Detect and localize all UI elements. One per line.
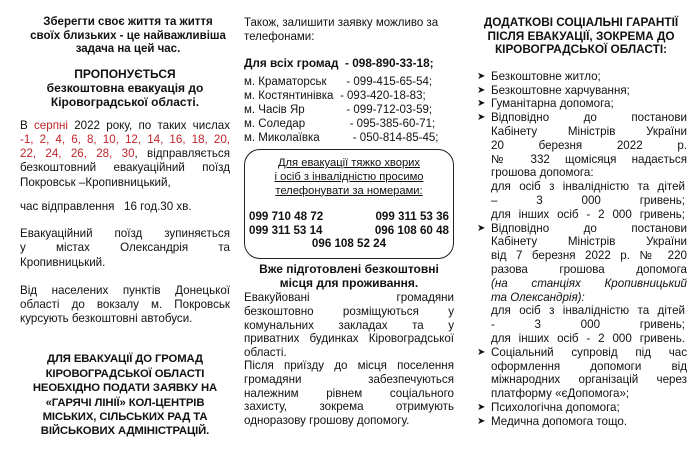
departure-time: час відправлення 16 год.30 хв. [20,199,192,213]
arrival-text-line: належним рівнем соціального [244,386,454,400]
right-column [475,0,687,429]
schedule-line [20,147,230,161]
offer-subtitle-line: безкоштовна евакуація до [46,80,204,95]
schedule-line: Покровськ –Кропивницький, [20,175,171,189]
guarantee-sub-line: для інших осіб - 2 000 гривень. [491,331,685,345]
guarantee-line: Відповідно до постанови [491,111,687,125]
guarantee-item [475,346,687,401]
special-phone[interactable]: 099 311 53 36 [375,210,449,224]
special-needs-title-line: телефонувати за номерами: [275,184,423,197]
apply-line: КІРОВОГРАДСЬКОЇ ОБЛАСТІ [45,367,205,380]
guarantee-line: платформу «єДопомога»; [491,387,630,401]
guarantee-italic-line: (на станціях Кропивницький [491,276,687,290]
guarantee-line: оформлення допомоги від [491,359,687,373]
guarantee-line: Безкоштовне харчування; [491,83,630,97]
arrowhead-bullet-icon: ➤ [477,222,486,234]
housing-text-line: приватних будинках Кіровоградської [244,332,454,346]
stops-line: Евакуаційний поїзд зупиняється [20,227,230,241]
apply-line: ДЛЯ ЕВАКУАЦІЇ ДО ГРОМАД [47,353,203,366]
buses-line: області до вокзалу м. Покровськ [20,298,230,312]
guarantees-title [475,16,687,57]
schedule-dates-line: -1, 2, 4, 6, 8, 10, 12, 14, 16, 18, 20, [20,132,230,146]
arrowhead-bullet-icon: ➤ [477,70,486,82]
guarantee-item [475,70,687,84]
apply-line: НЕОБХІДНО ПОДАТИ ЗАЯВКУ НА [32,382,218,395]
guarantee-item [475,97,687,111]
city-name: м. Миколаївка [244,131,320,144]
special-phone[interactable]: 099 311 53 14 [249,223,323,237]
arrival-text-line: одноразову грошову допомогу. [244,413,410,427]
guarantee-item [475,111,687,221]
schedule-prefix: В [20,118,34,132]
schedule-line: безкоштовний евакуаційний поїзд [20,161,230,175]
housing-text-line: області. [244,345,287,359]
special-needs-title-line: і осіб з інвалідністю просимо [274,170,424,183]
arrival-text-line: захисту, зокрема отримують [244,400,454,414]
buses-line: Від населених пунктів Донецької [20,283,230,297]
guarantees-title-line: ПІСЛЯ ЕВАКУАЦІЇ, ЗОКРЕМА ДО [487,28,675,43]
guarantees-title-line: ДОДАТКОВІ СОЦІАЛЬНІ ГАРАНТІЇ [483,15,679,29]
guarantees-list [475,70,687,429]
arrowhead-bullet-icon: ➤ [477,84,486,96]
phone-row [249,224,449,237]
city-phone-row [244,132,454,146]
guarantee-line: разова грошова допомога [491,262,687,276]
guarantee-item [475,222,687,346]
apply-notice [20,352,230,438]
phone-row [249,210,449,223]
guarantee-line: Медична допомога тощо. [491,414,628,428]
arrowhead-bullet-icon: ➤ [477,346,486,358]
offer-title: ПРОПОНУЄТЬСЯ [74,66,176,81]
city-phone[interactable]: - 099-712-03-59; [340,104,433,116]
guarantee-sub-line: – 3 000 гривень; [491,193,685,207]
special-phone[interactable]: 099 710 48 72 [249,210,324,224]
guarantee-line: Кабінету Міністрів України [491,124,687,138]
phone-row [249,237,449,250]
guarantee-line: Гуманітарна допомога; [491,97,614,111]
guarantee-sub-line: для осіб з інвалідністю та дітей [491,180,685,194]
schedule-after-dates: , відправляється [134,147,230,161]
guarantee-line: від 7 березня 2022 р. № 220 [491,249,687,263]
guarantee-sub-line: - 3 000 гривень; [491,318,685,332]
guarantees-title-line: КІРОВОГРАДСЬКОЇ ОБЛАСТІ: [494,42,668,57]
guarantee-item [475,415,687,429]
city-phone-row [244,118,454,132]
stops-line: у містах Олександрія та [20,241,230,255]
guarantee-line: 20 березня 2022 р. [491,138,687,152]
arrival-text-line: Після приїзду до місця поселення [244,359,454,373]
guarantee-line: Соціальний супровід під час [491,345,687,359]
schedule-dates-line: 22, 24, 26, 28, 30 [20,147,135,161]
guarantee-line: Психологічна допомога; [491,400,620,414]
city-phone-row [244,90,454,104]
special-needs-title [249,157,449,198]
city-phone-row [244,76,454,90]
intro-line: Зберегти своє життя та життя [43,16,213,28]
train-schedule [20,119,230,190]
offer-subtitle-line: Кіровоградської області. [50,94,200,109]
special-phone[interactable]: 096 108 60 48 [374,223,449,237]
arrival-text-line: громадяни забезпечуються [244,372,454,386]
city-name: м. Костянтинівка [244,90,334,103]
buses-line: курсують безкоштовні автобуси. [20,312,193,326]
guarantee-sub-line: для інших осіб - 2 000 гривень; [491,207,685,221]
offer-subtitle [20,81,230,109]
phones-intro-line: телефонами: [244,31,315,43]
housing-title-line: місця для проживання. [279,276,419,291]
housing-text [244,291,454,427]
guarantee-line: Відповідно до постанови [491,221,687,235]
phones-intro [244,16,454,44]
city-phone-list [244,76,454,145]
train-stops [20,227,230,270]
special-needs-box [244,149,454,259]
phones-intro-line: Також, залишити заявку можливо за [244,17,439,29]
special-phone[interactable]: 096 108 52 24 [311,236,387,250]
schedule-year: 2022 року, по таких числах [67,118,230,132]
city-name: м. Краматорськ [244,76,327,89]
guarantee-item [475,84,687,98]
special-needs-title-line: Для евакуації тяжко хворих [277,157,421,170]
housing-title-line: Вже підготовлені безкоштовні [259,262,439,277]
schedule-month: серпні [34,118,68,132]
left-column [20,0,230,439]
intro-line: своїх близьких - це найважливіша [30,29,226,42]
city-phone[interactable]: - 093-420-18-83; [340,90,426,103]
apply-line: МІСЬКИХ, СІЛЬСЬКИХ РАД ТА [42,411,208,424]
guarantee-item [475,401,687,415]
city-name: м. Часів Яр [244,104,305,116]
guarantee-line: грошова допомога: [491,166,594,180]
arrowhead-bullet-icon: ➤ [477,415,486,427]
apply-line: «ГАРЯЧІ ЛІНІЇ» КОЛ-ЦЕНТРІВ [45,396,205,409]
city-phone[interactable]: - 095-385-60-71; [340,117,436,130]
guarantee-line: Кабінету Міністрів України [491,235,687,249]
guarantee-line: Безкоштовне житло; [491,69,601,83]
city-phone[interactable]: - 099-415-65-54; [340,76,433,89]
city-name: м. Соледар [244,117,306,130]
free-buses [20,284,230,327]
housing-text-line: комунальних закладах та у [244,318,454,332]
arrowhead-bullet-icon: ➤ [477,98,486,110]
city-phone-row [244,104,454,118]
guarantee-italic-line: та Олександрія): [491,290,585,304]
special-needs-phones [249,210,449,250]
apply-line: ВІЙСЬКОВИХ АДМІНІСТРАЦІЙ. [40,425,210,438]
housing-title [244,262,454,290]
guarantee-sub-line: для осіб з інвалідністю та дітей [491,304,685,318]
middle-column [244,0,454,427]
city-phone[interactable]: - 050-814-85-45; [340,131,439,144]
schedule-line [20,119,230,133]
guarantee-line: № 332 щомісяця надається [491,152,687,166]
stops-line: Кропивницький. [20,255,106,269]
housing-text-line: Евакуйовані громадяни [244,291,454,305]
guarantee-line: міжнародних організацій через [491,373,687,387]
intro-line: задача на цей час. [75,43,181,56]
arrowhead-bullet-icon: ➤ [477,112,486,124]
arrowhead-bullet-icon: ➤ [477,401,486,413]
all-communities-phone[interactable]: Для всіх громад - 098-890-33-18; [244,56,434,70]
intro-text [20,16,230,57]
housing-text-line: безкоштовно розміщуються у [244,304,454,318]
